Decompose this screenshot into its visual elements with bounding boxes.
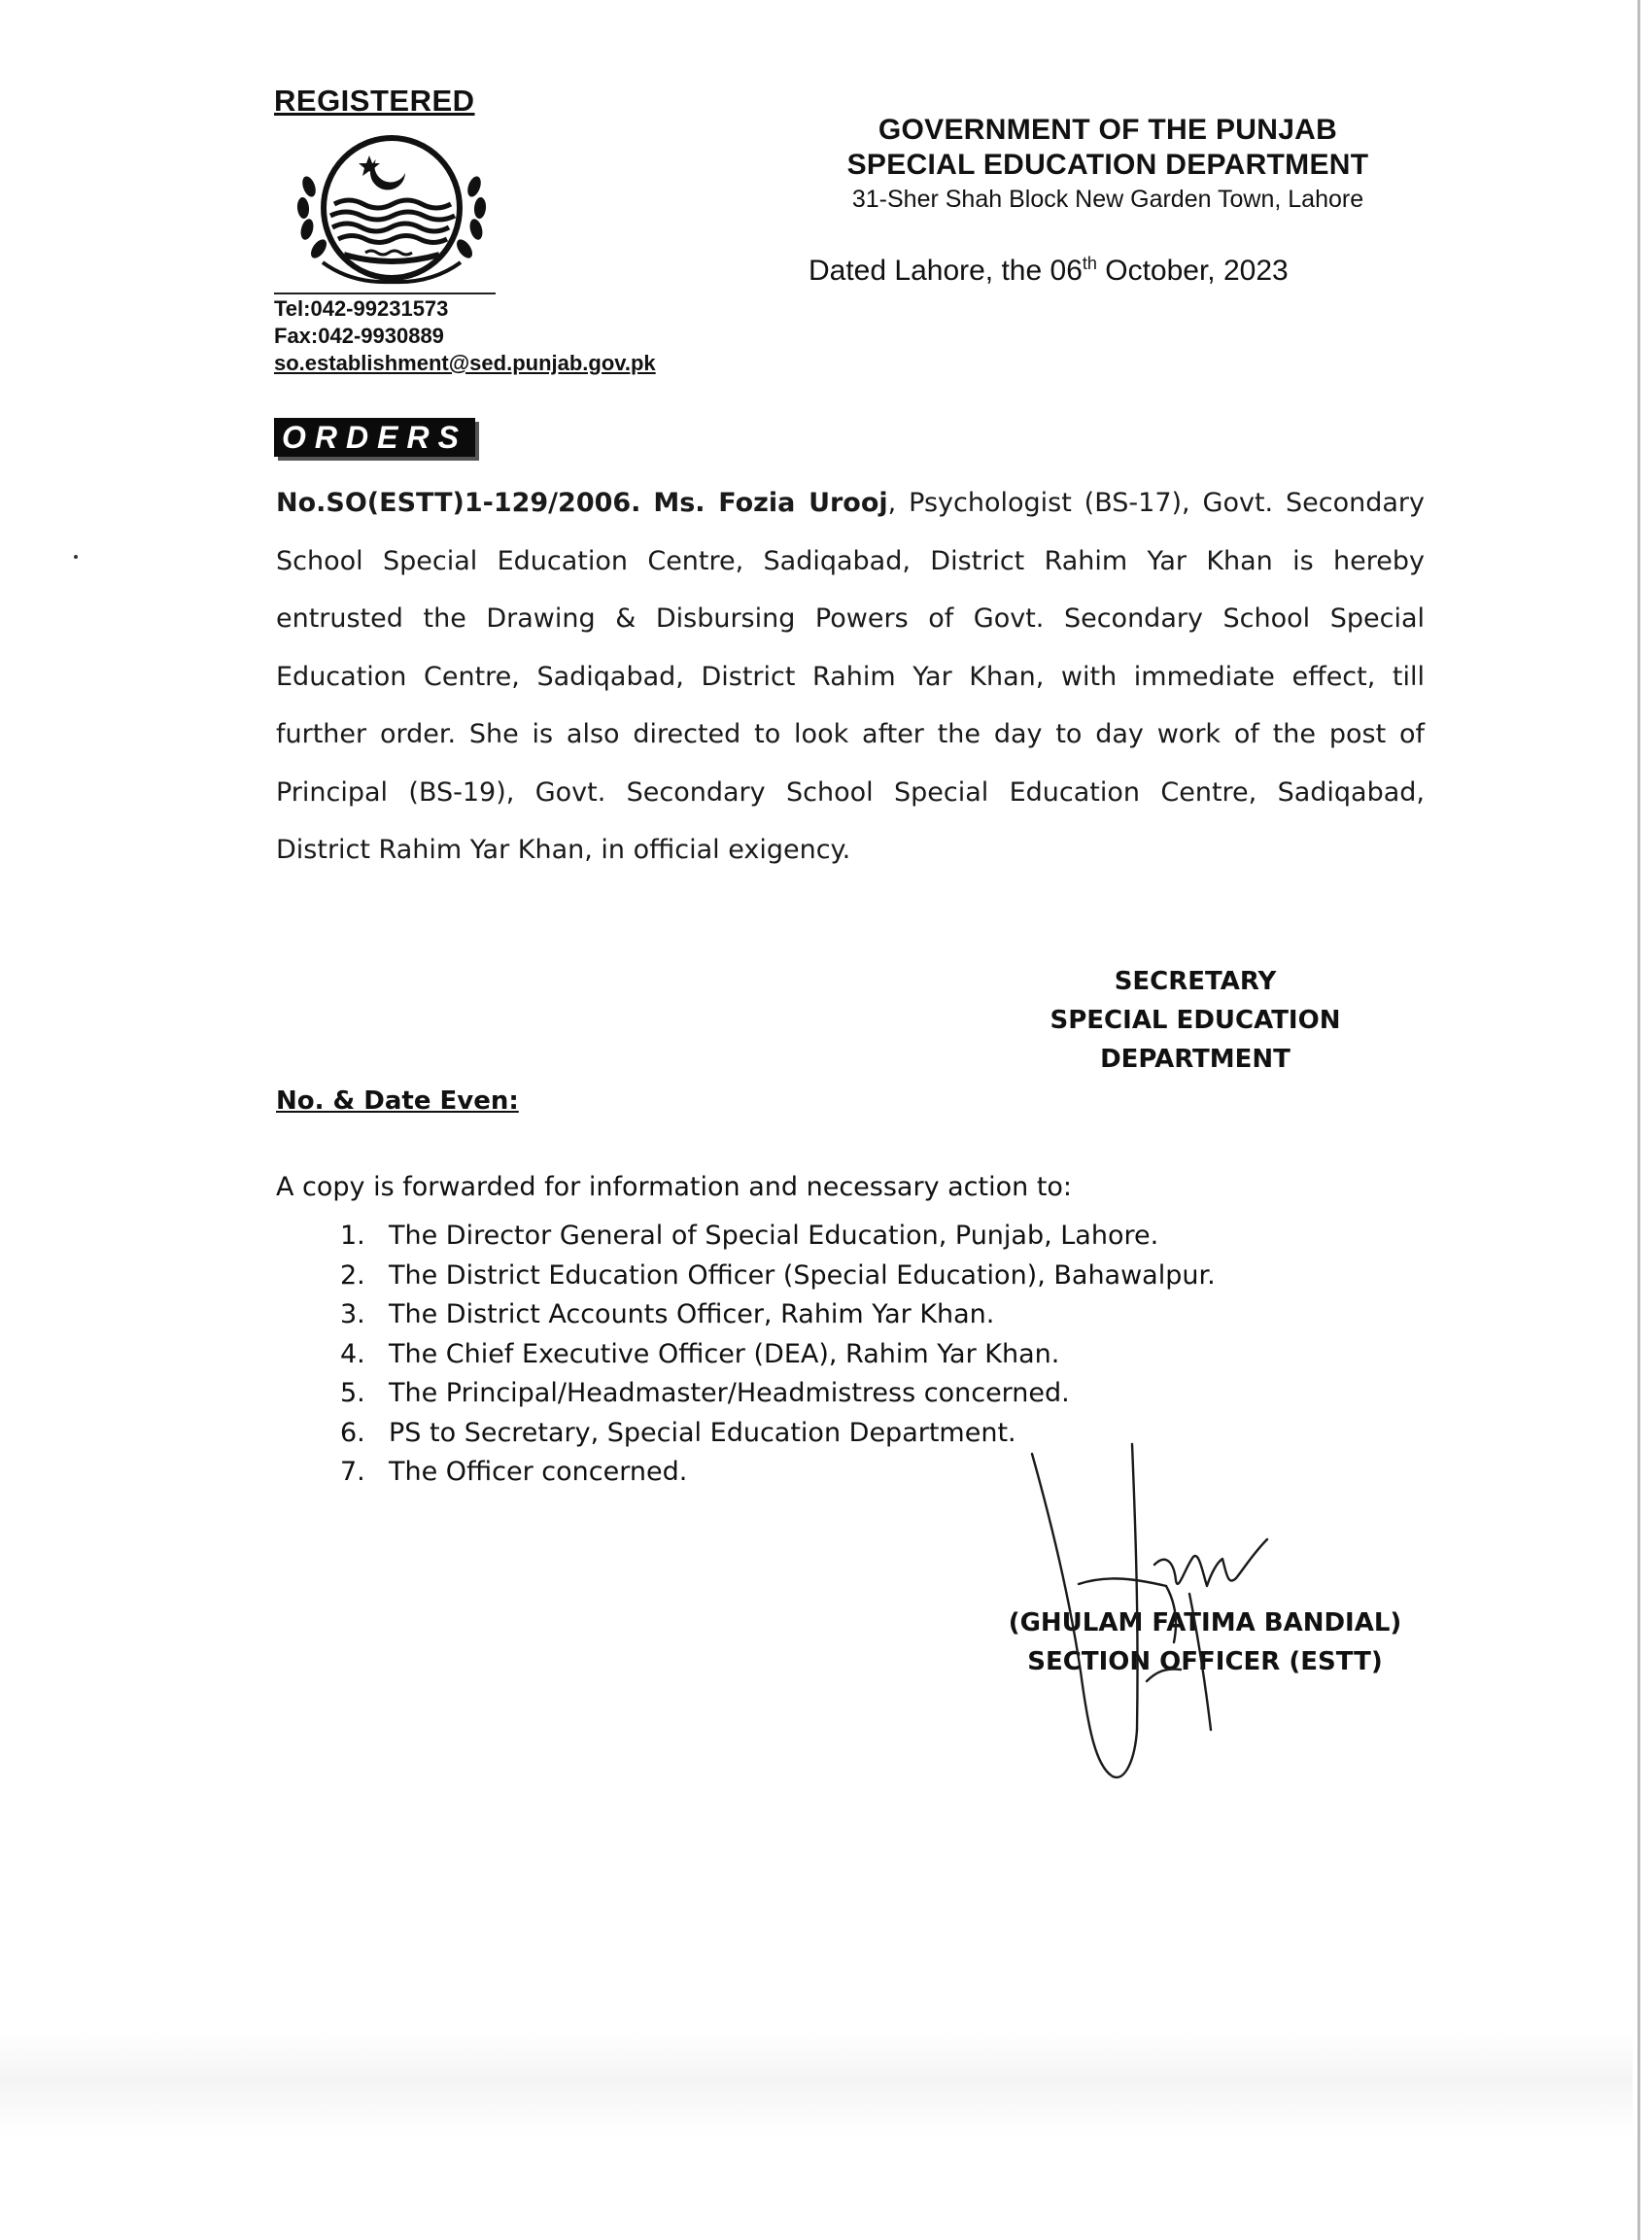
list-item xyxy=(340,1257,1216,1296)
list-item xyxy=(340,1295,1216,1335)
letter-date xyxy=(809,255,1289,288)
signatory-designation: SECTION OFFICER (ESTT) xyxy=(1027,1647,1383,1676)
scan-speck xyxy=(74,555,78,559)
list-item-text: The Chief Executive Officer (DEA), Rahim Yar Khan. xyxy=(389,1338,1060,1369)
orders-heading: ORDERS xyxy=(274,418,475,457)
department-name: SPECIAL EDUCATION DEPARTMENT xyxy=(846,149,1369,181)
list-item-number: 6. xyxy=(340,1417,365,1448)
officer-name: Ms. Fozia Urooj xyxy=(653,488,888,518)
handwritten-signature-icon xyxy=(1020,1438,1370,1788)
list-item-number: 7. xyxy=(340,1457,365,1487)
punjab-government-crest-icon xyxy=(284,130,499,286)
list-item-text: The Officer concerned. xyxy=(389,1457,688,1487)
list-item-text: PS to Secretary, Special Education Department. xyxy=(389,1417,1016,1448)
date-prefix: Dated Lahore, the 06 xyxy=(809,255,1083,287)
order-number: No.SO(ESTT)1-129/2006. xyxy=(276,488,641,518)
list-item-number: 5. xyxy=(340,1378,365,1408)
list-item-text: The Director General of Special Education, Punjab, Lahore. xyxy=(389,1221,1159,1251)
list-item xyxy=(340,1335,1216,1375)
list-item xyxy=(340,1217,1216,1257)
fax-number: Fax:042-9930889 xyxy=(274,324,444,348)
copy-forwarded-intro: A copy is forwarded for information and necessary action to: xyxy=(276,1172,1073,1202)
government-name: GOVERNMENT OF THE PUNJAB xyxy=(878,114,1338,146)
order-text: , Psychologist (BS-17), Govt. Secondary School Special Education Centre, Sadiqabad, District Rahim Yar Khan is hereby entrusted the Drawing & Disbursing Powers of Govt. Secondary School Special Education Centre, Sadiqabad, District Rahim Yar Khan, with immediate effect, till further order. She is also directed to look after the day to day work of the post of Principal (BS-19), Govt. Secondary School Special Education Centre, Sadiqabad, District Rahim Yar Khan, in official exigency. xyxy=(276,488,1425,865)
list-item-text: The District Accounts Officer, Rahim Yar Khan. xyxy=(389,1299,995,1329)
no-date-even-label: No. & Date Even: xyxy=(276,1086,519,1116)
list-item-number: 3. xyxy=(340,1299,365,1329)
list-item-number: 1. xyxy=(340,1221,365,1251)
scan-shadow xyxy=(0,2031,1633,2138)
secretary-department-line1: SPECIAL EDUCATION xyxy=(1050,1006,1341,1035)
list-item-text: The District Education Officer (Special Education), Bahawalpur. xyxy=(389,1259,1216,1291)
secretary-block xyxy=(1030,962,1360,1079)
email-address: so.establishment@sed.punjab.gov.pk xyxy=(274,351,656,375)
department-address: 31-Sher Shah Block New Garden Town, Lahore xyxy=(851,186,1364,213)
list-item xyxy=(340,1374,1216,1414)
date-ordinal: th xyxy=(1082,254,1097,273)
signatory-name: (GHULAM FATIMA BANDIAL) xyxy=(1008,1608,1402,1637)
telephone-number: Tel:042-99231573 xyxy=(274,296,449,321)
letterhead-divider xyxy=(274,293,496,294)
order-body xyxy=(276,474,1425,879)
list-item-text: The Principal/Headmaster/Headmistress concerned. xyxy=(389,1378,1070,1408)
government-header xyxy=(797,113,1419,216)
list-item-number: 2. xyxy=(340,1259,365,1291)
list-item-number: 4. xyxy=(340,1338,365,1369)
date-suffix: October, 2023 xyxy=(1096,255,1289,287)
registered-label: REGISTERED xyxy=(274,84,475,118)
page-edge xyxy=(1637,0,1640,2240)
secretary-title: SECRETARY xyxy=(1114,967,1277,996)
secretary-department-line2: DEPARTMENT xyxy=(1100,1045,1291,1074)
